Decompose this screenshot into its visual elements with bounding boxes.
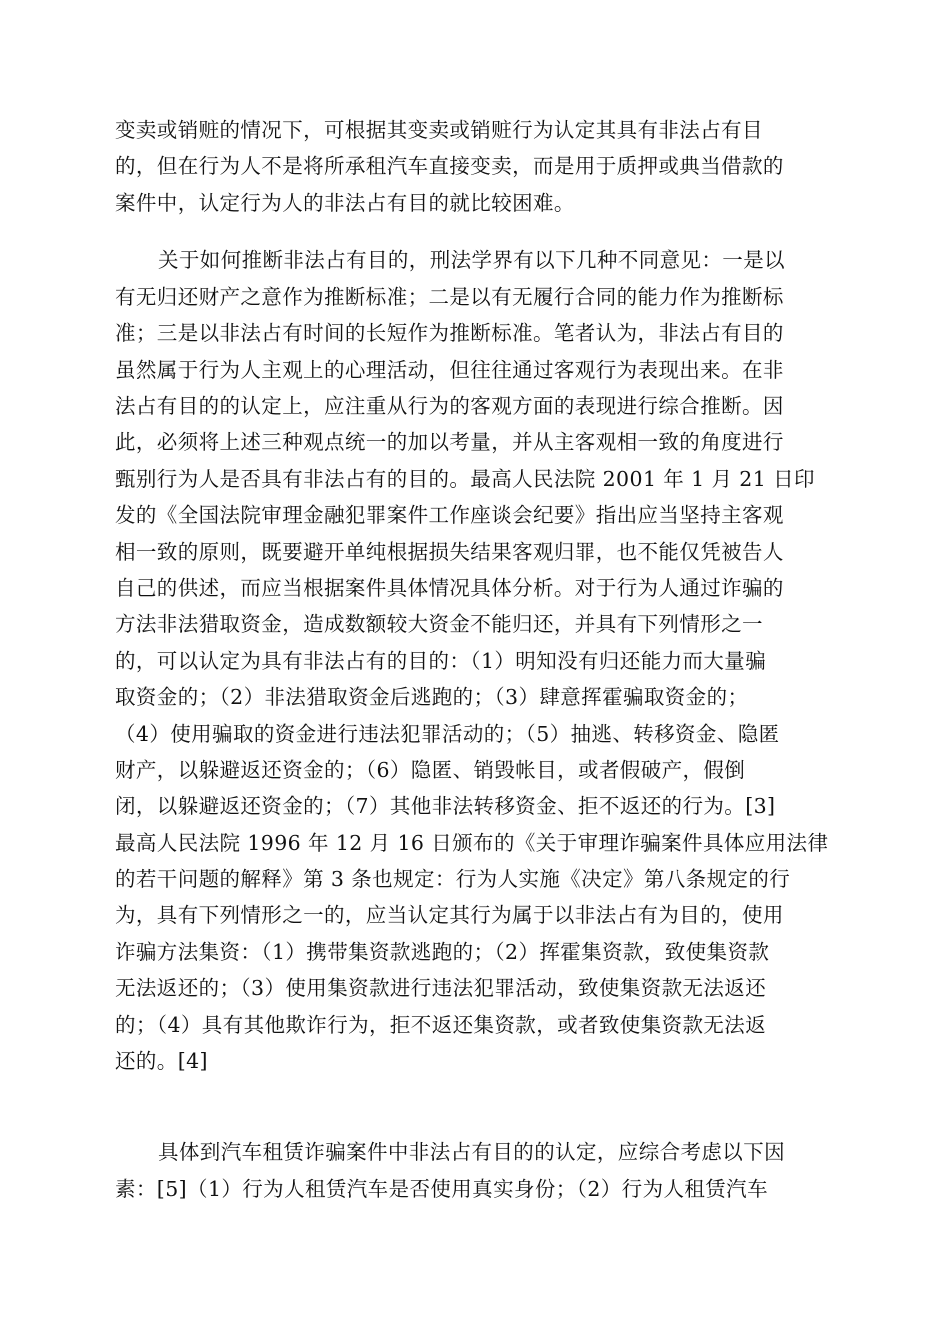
paragraph-3-line-2: 素：[5]（1）行为人租赁汽车是否使用真实身份；（2）行为人租赁汽车: [115, 1177, 768, 1201]
paragraph-1-line-3: 案件中，认定行为人的非法占有目的就比较困难。: [115, 191, 575, 215]
paragraph-2-line-7: 甄别行为人是否具有非法占有的目的。最高人民法院 2001 年 1 月 21 日印: [115, 467, 815, 491]
paragraph-2-line-22: 的；（4）具有其他欺诈行为，拒不返还集资款，或者致使集资款无法返: [115, 1013, 767, 1037]
paragraph-3-line-1: 具体到汽车租赁诈骗案件中非法占有目的的认定，应综合考虑以下因: [158, 1140, 785, 1164]
paragraph-2-line-13: 取资金的；（2）非法猎取资金后逃跑的；（3）肆意挥霍骗取资金的；: [115, 685, 749, 709]
paragraph-2-line-4: 虽然属于行为人主观上的心理活动，但往往通过客观行为表现出来。在非: [115, 358, 784, 382]
paragraph-1-line-2: 的，但在行为人不是将所承租汽车直接变卖，而是用于质押或典当借款的: [115, 154, 784, 178]
paragraph-2-line-16: 闭，以躲避返还资金的；（7）其他非法转移资金、拒不返还的行为。[3]: [115, 794, 776, 818]
paragraph-2-line-10: 自己的供述，而应当根据案件具体情况具体分析。对于行为人通过诈骗的: [115, 576, 784, 600]
paragraph-2-line-11: 方法非法猎取资金，造成数额较大资金不能归还，并具有下列情形之一: [115, 612, 763, 636]
paragraph-2-line-21: 无法返还的；（3）使用集资款进行违法犯罪活动，致使集资款无法返还: [115, 976, 767, 1000]
paragraph-2-line-17: 最高人民法院 1996 年 12 月 16 日颁布的《关于审理诈骗案件具体应用法律: [115, 831, 829, 855]
paragraph-2-line-19: 为，具有下列情形之一的，应当认定其行为属于以非法占有为目的，使用: [115, 903, 784, 927]
paragraph-2-line-9: 相一致的原则，既要避开单纯根据损失结果客观归罪，也不能仅凭被告人: [115, 540, 784, 564]
paragraph-2-line-3: 准；三是以非法占有时间的长短作为推断标准。笔者认为，非法占有目的: [115, 321, 784, 345]
paragraph-2-line-2: 有无归还财产之意作为推断标准；二是以有无履行合同的能力作为推断标: [115, 285, 784, 309]
paragraph-2-line-23: 还的。[4]: [115, 1049, 208, 1073]
paragraph-2-line-18: 的若干问题的解释》第 3 条也规定：行为人实施《决定》第八条规定的行: [115, 867, 791, 891]
paragraph-2-line-8: 发的《全国法院审理金融犯罪案件工作座谈会纪要》指出应当坚持主客观: [115, 503, 784, 527]
paragraph-2-line-1: 关于如何推断非法占有目的，刑法学界有以下几种不同意见：一是以: [158, 248, 785, 272]
paragraph-1-line-1: 变卖或销赃的情况下，可根据其变卖或销赃行为认定其具有非法占有目: [115, 118, 763, 142]
paragraph-2-line-12: 的，可以认定为具有非法占有的目的：（1）明知没有归还能力而大量骗: [115, 649, 767, 673]
paragraph-2-line-5: 法占有目的的认定上，应注重从行为的客观方面的表现进行综合推断。因: [115, 394, 784, 418]
paragraph-2-line-6: 此，必须将上述三种观点统一的加以考量，并从主客观相一致的角度进行: [115, 430, 784, 454]
paragraph-2-line-15: 财产，以躲避返还资金的；（6）隐匿、销毁帐目，或者假破产，假倒: [115, 758, 746, 782]
paragraph-2-line-20: 诈骗方法集资：（1）携带集资款逃跑的；（2）挥霍集资款，致使集资款: [115, 940, 770, 964]
paragraph-2-line-14: （4）使用骗取的资金进行违法犯罪活动的；（5）抽逃、转移资金、隐匿: [115, 722, 780, 746]
